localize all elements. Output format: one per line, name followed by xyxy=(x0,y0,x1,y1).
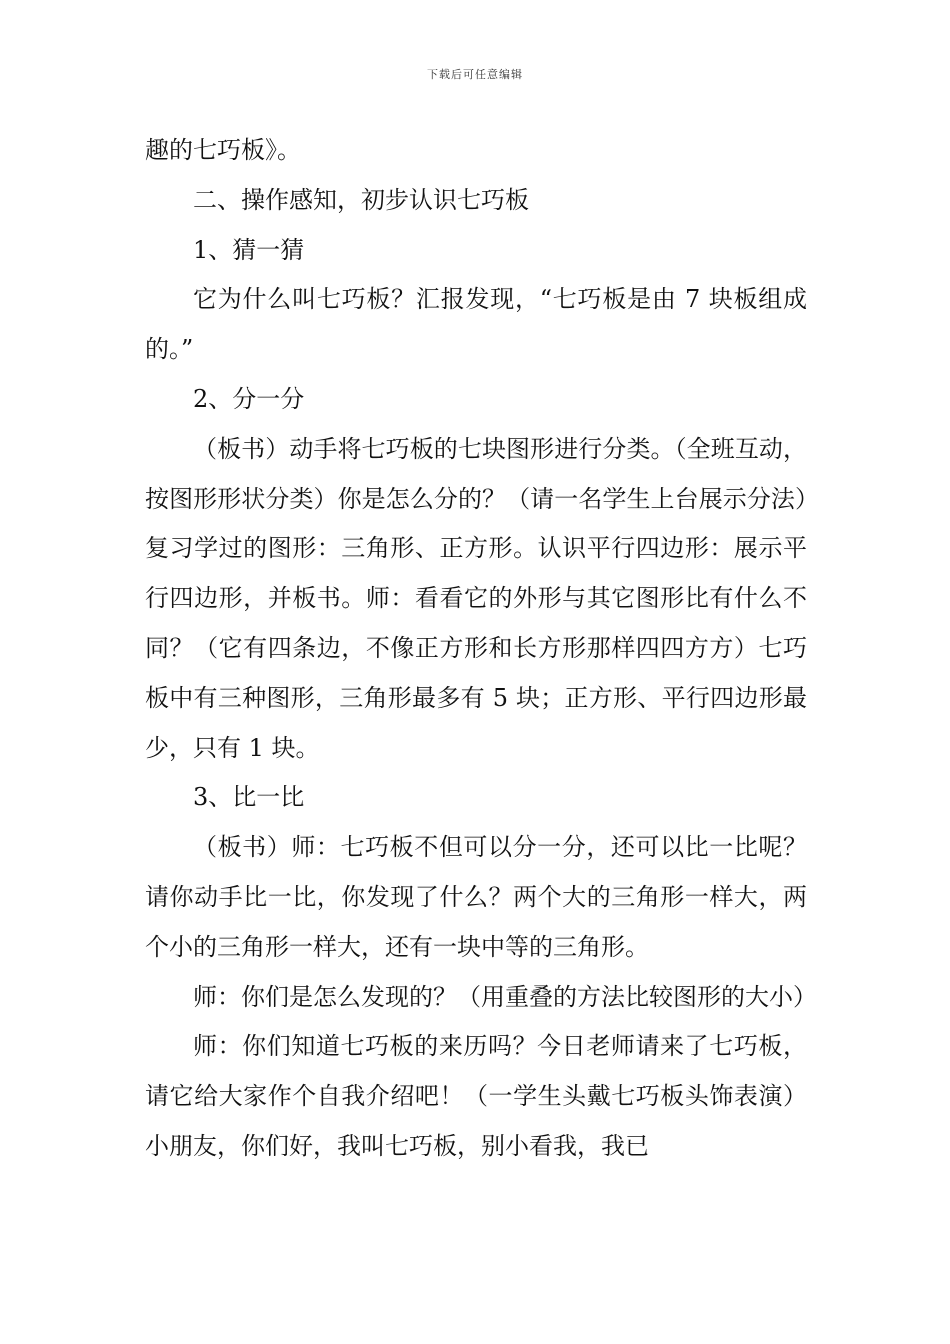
document-body xyxy=(145,126,817,1172)
paragraph: （板书）师：七巧板不但可以分一分，还可以比一比呢？请你动手比一比，你发现了什么？两个大的三角形一样大，两个小的三角形一样大，还有一块中等的三角形。 xyxy=(145,833,807,961)
page-header: 下载后可任意编辑 xyxy=(427,68,523,81)
section-heading: 二、操作感知，初步认识七巧板 xyxy=(193,185,529,214)
subsection-heading: 3、比一比 xyxy=(193,783,305,812)
subsection-heading: 1、猜一猜 xyxy=(193,235,305,264)
paragraph: 师：你们知道七巧板的来历吗？今日老师请来了七巧板，请它给大家作个自我介绍吧！（一学生头戴七巧板头饰表演）小朋友，你们好，我叫七巧板，别小看我，我已 xyxy=(145,1032,807,1160)
paragraph: （板书）动手将七巧板的七块图形进行分类。（全班互动，按图形形状分类）你是怎么分的？（请一名学生上台展示分法）复习学过的图形：三角形、正方形。认识平行四边形：展示平行四边形，并板书。师：看看它的外形与其它图形比有什么不同？（它有四条边，不像正方形和长方形那样四四方方）七巧板中有三种图形，三角形最多有 5 块；正方形、平行四边形最少，只有 1 块。 xyxy=(145,434,807,762)
subsection-heading: 2、分一分 xyxy=(193,384,305,413)
paragraph: 它为什么叫七巧板？汇报发现，“七巧板是由 7 块板组成的。” xyxy=(145,285,807,364)
paragraph: 师：你们是怎么发现的？（用重叠的方法比较图形的大小） xyxy=(193,982,817,1011)
paragraph-continuation: 趣的七巧板》。 xyxy=(145,136,301,164)
